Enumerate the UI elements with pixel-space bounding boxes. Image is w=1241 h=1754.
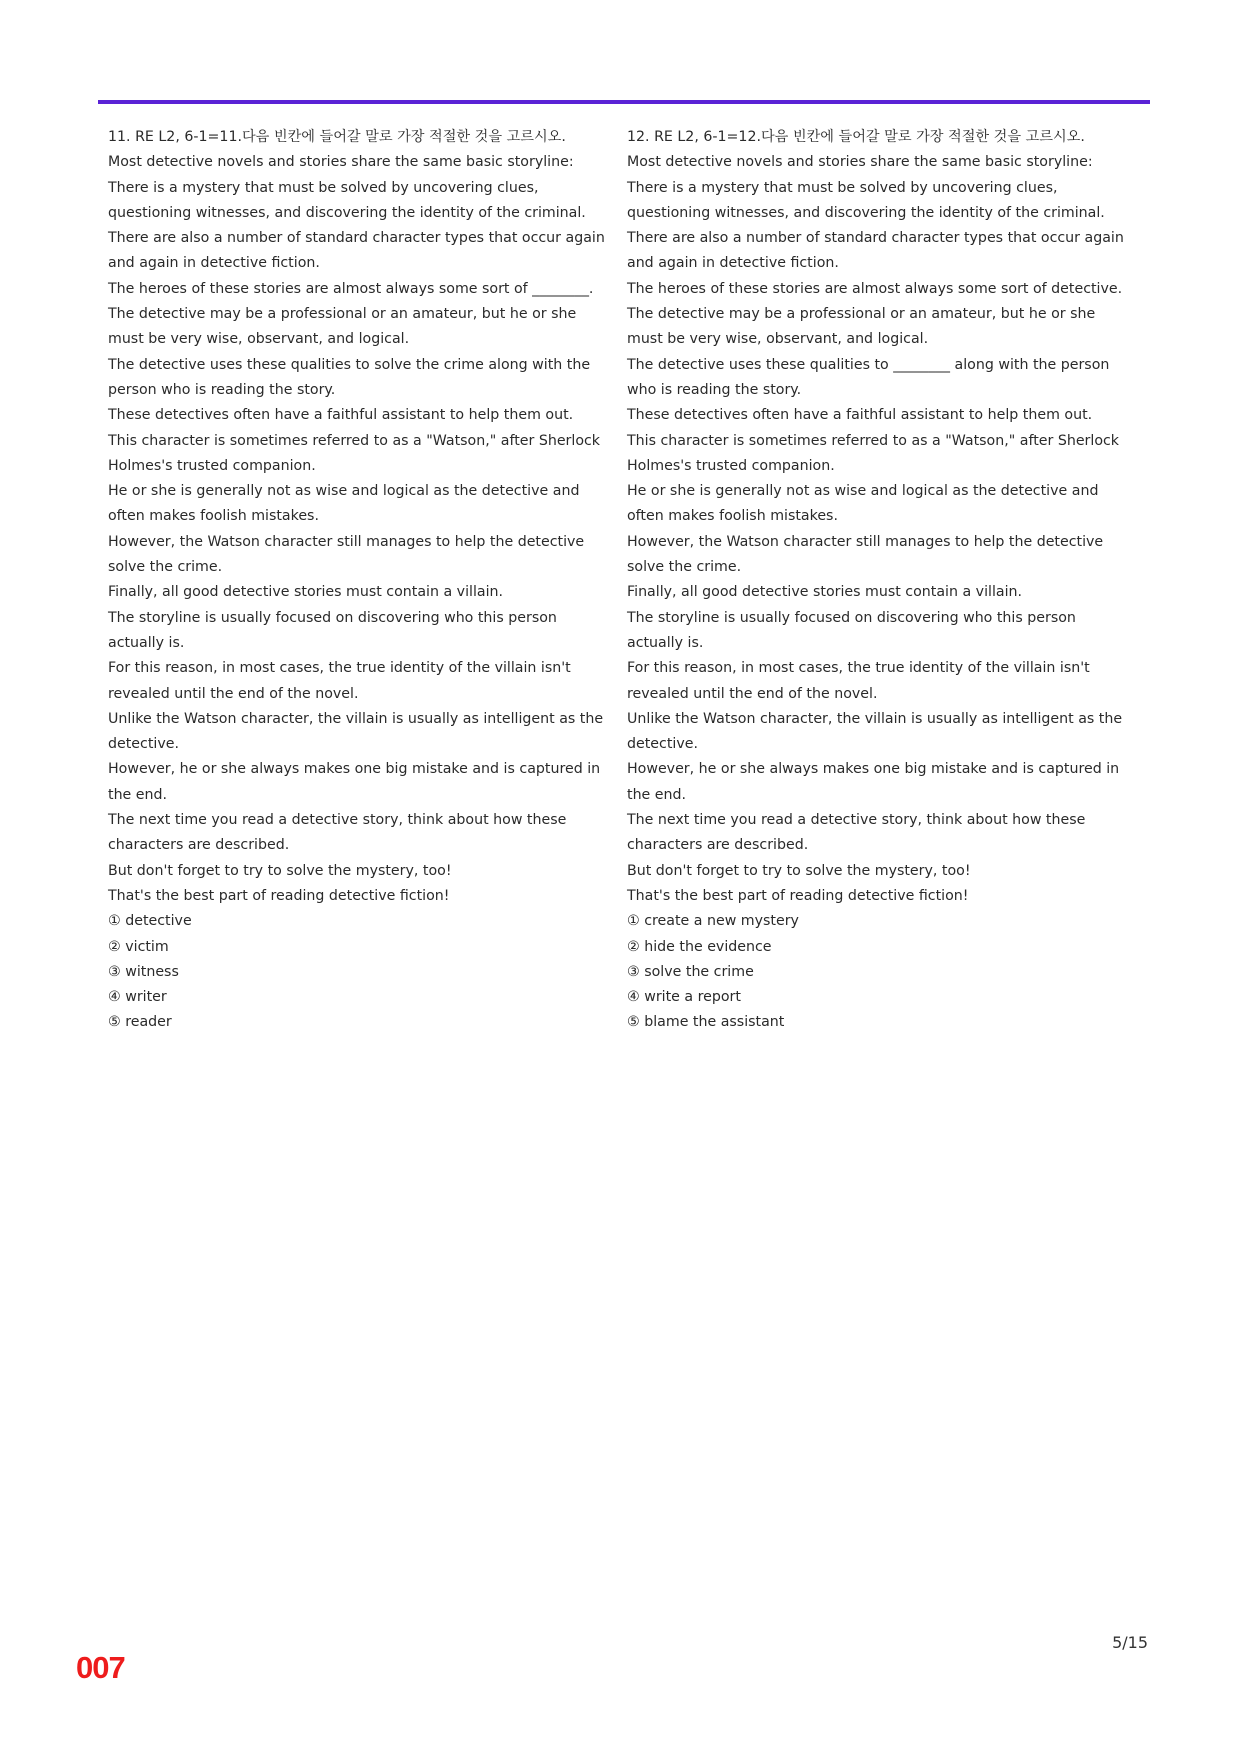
passage-line: But don't forget to try to solve the mystery, too! [627, 862, 971, 879]
passage-line: The detective uses these qualities to ________ along with the person who is reading the story. [627, 356, 1110, 398]
passage-line: Unlike the Watson character, the villain is usually as intelligent as the detective. [108, 710, 604, 753]
answer-choice: ② hide the evidence [627, 938, 772, 955]
answer-choice: ③ witness [108, 963, 179, 980]
passage-line: The detective uses these qualities to solve the crime along with the person who is reading the story. [108, 356, 591, 398]
passage-line: The storyline is usually focused on discovering who this person actually is. [108, 609, 557, 651]
passage-line: This character is sometimes referred to as a "Watson," after Sherlock Holmes's trusted companion. [627, 432, 1120, 474]
passage-line: The storyline is usually focused on discovering who this person actually is. [627, 609, 1076, 651]
passage-line: Finally, all good detective stories must contain a villain. [627, 584, 1023, 601]
passage-line: He or she is generally not as wise and logical as the detective and often makes foolish mistakes. [108, 483, 580, 525]
answer-choice: ① create a new mystery [627, 913, 799, 930]
passage-line: The detective may be a professional or an amateur, but he or she must be very wise, observant, and logical. [108, 306, 577, 348]
passage-line: He or she is generally not as wise and logical as the detective and often makes foolish mistakes. [627, 483, 1099, 525]
passage-line: That's the best part of reading detective fiction! [627, 887, 969, 904]
passage-line: There is a mystery that must be solved by uncovering clues, questioning witnesses, and discovering the identity of the criminal. [627, 179, 1105, 221]
passage-line: Finally, all good detective stories must contain a villain. [108, 584, 504, 601]
document-id: 007 [76, 1650, 125, 1685]
passage-line: Most detective novels and stories share the same basic storyline: [108, 154, 574, 171]
answer-choice: ③ solve the crime [627, 963, 754, 980]
header-rule [98, 100, 1150, 104]
passage-line: The next time you read a detective story, think about how these characters are described. [108, 812, 567, 854]
page-number: 5/15 [1112, 1633, 1148, 1652]
passage-line: These detectives often have a faithful assistant to help them out. [627, 407, 1093, 424]
answer-choice: ④ writer [108, 989, 167, 1006]
passage-line: However, he or she always makes one big mistake and is captured in the end. [627, 761, 1120, 803]
passage-line: For this reason, in most cases, the true identity of the villain isn't revealed until the end of the novel. [108, 660, 571, 702]
passage-line: However, the Watson character still manages to help the detective solve the crime. [108, 533, 585, 576]
answer-choice: ⑤ reader [108, 1014, 172, 1031]
passage-line: This character is sometimes referred to as a "Watson," after Sherlock Holmes's trusted companion. [108, 432, 601, 474]
question-12 [627, 125, 1135, 1036]
passage-line: Unlike the Watson character, the villain is usually as intelligent as the detective. [627, 710, 1123, 753]
answer-choice: ④ write a report [627, 989, 741, 1006]
passage-line: For this reason, in most cases, the true identity of the villain isn't revealed until the end of the novel. [627, 660, 1090, 702]
passage-line: But don't forget to try to solve the mystery, too! [108, 862, 452, 879]
answer-choice: ① detective [108, 913, 192, 930]
passage-line: The detective may be a professional or an amateur, but he or she must be very wise, observant, and logical. [627, 306, 1096, 348]
passage-line: That's the best part of reading detective fiction! [108, 887, 450, 904]
passage-line: However, he or she always makes one big mistake and is captured in the end. [108, 761, 601, 803]
passage-line: Most detective novels and stories share the same basic storyline: [627, 154, 1093, 171]
passage-line: The heroes of these stories are almost always some sort of detective. [627, 280, 1123, 297]
answer-choice: ⑤ blame the assistant [627, 1014, 785, 1031]
question-11 [108, 125, 616, 1036]
passage-line: These detectives often have a faithful assistant to help them out. [108, 407, 574, 424]
passage-line: There are also a number of standard character types that occur again and again in detective fiction. [627, 230, 1124, 272]
passage-line: There is a mystery that must be solved by uncovering clues, questioning witnesses, and discovering the identity of the criminal. [108, 179, 586, 221]
passage-line: There are also a number of standard character types that occur again and again in detective fiction. [108, 230, 605, 272]
question-header: 12. RE L2, 6-1=12.다음 빈칸에 들어갈 말로 가장 적절한 것을 고르시오. [627, 129, 1085, 145]
passage-line: The next time you read a detective story, think about how these characters are described. [627, 812, 1086, 854]
question-header: 11. RE L2, 6-1=11.다음 빈칸에 들어갈 말로 가장 적절한 것을 고르시오. [108, 129, 566, 145]
passage-line: However, the Watson character still manages to help the detective solve the crime. [627, 533, 1104, 576]
answer-choice: ② victim [108, 938, 169, 955]
passage-line: The heroes of these stories are almost always some sort of ________. [108, 280, 594, 297]
